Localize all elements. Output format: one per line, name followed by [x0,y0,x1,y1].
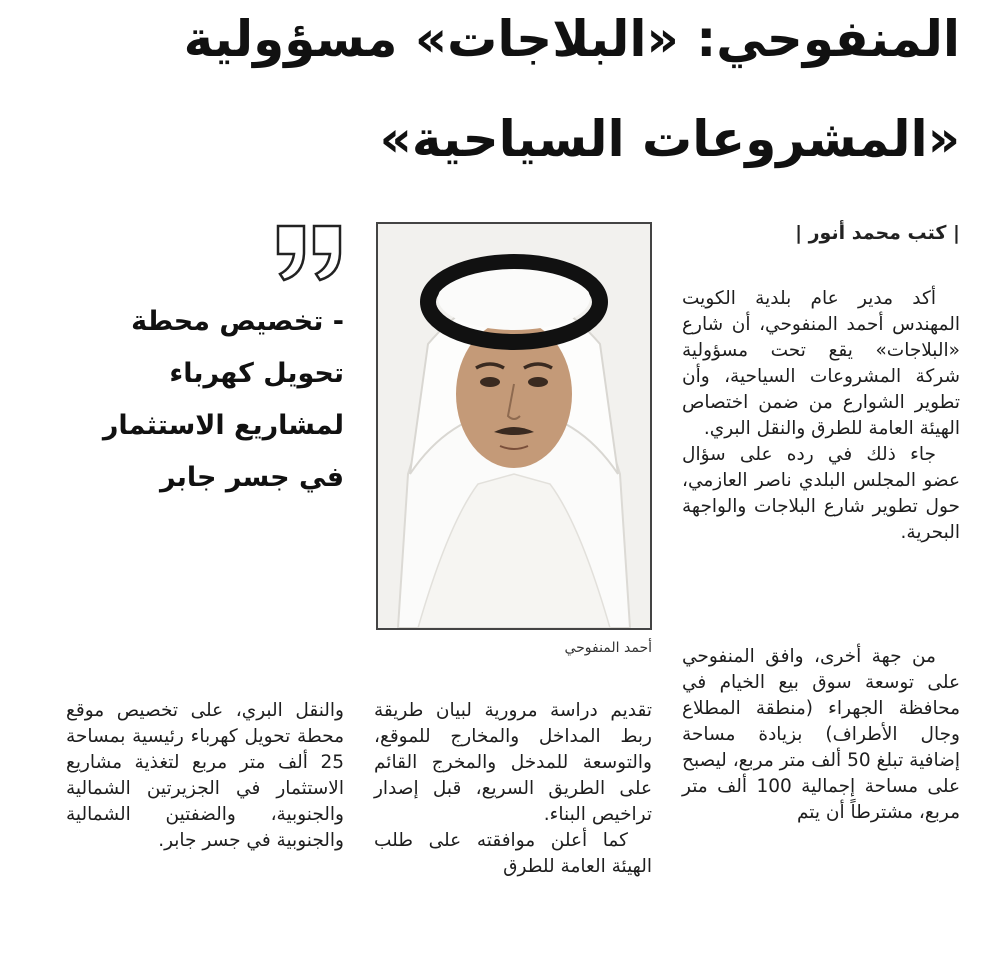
paragraph-6: والنقل البري، على تخصيص موقع محطة تحويل كهرباء رئيسية بمساحة 25 ألف متر مربع لتغذية مشاريع الاستثمار في الجزيرتين الشمالية والجنوبية، والضفتين الشمالية والجنوبية في جسر جابر. [66,700,344,851]
paragraph-2: جاء ذلك في رده على سؤال عضو المجلس البلدي ناصر العازمي، حول تطوير شارع البلاجات والواجهة البحرية. [682,444,960,543]
article-column-right [682,286,960,546]
portrait-photo [376,222,652,630]
paragraph-4: تقديم دراسة مرورية لبيان طريقة ربط المداخل والمخارج للموقع، والتوسعة للمدخل والمخرج القائم على الطريق السريع، قبل إصدار تراخيص البناء. [374,700,652,825]
article-column-middle [374,698,652,880]
portrait-illustration [378,224,650,628]
headline-line-1: المنفوحي: «البلاجات» مسؤولية [183,10,960,68]
paragraph-5: كما أعلن موافقته على طلب الهيئة العامة للطرق [374,830,652,877]
pull-quote: - تخصيص محطة تحويل كهرباء لمشاريع الاستثمار في جسر جابر [102,306,344,493]
byline: | كتب محمد أنور | [795,222,960,244]
photo-caption: أحمد المنفوحي [564,640,652,656]
headline-line-2: «المشروعات السياحية» [379,110,960,168]
article-column-left [66,698,344,854]
paragraph-1: أكد مدير عام بلدية الكويت المهندس أحمد المنفوحي، أن شارع «البلاجات» يقع تحت مسؤولية شركة المشروعات السياحية، وأن تطوير الشوارع من ضمن اختصاص الهيئة العامة للطرق والنقل البري. [682,288,960,439]
article-column-right-lower [682,644,960,826]
quote-mark-icon [270,222,350,284]
paragraph-3: من جهة أخرى، وافق المنفوحي على توسعة سوق بيع الخيام في محافظة الجهراء (منطقة المطلاع وجال الأطراف) بزيادة مساحة إضافية تبلغ 50 ألف متر مربع، ليصبح على مساحة إجمالية 100 ألف متر مربع، مشترطاً أن يتم [682,646,960,823]
